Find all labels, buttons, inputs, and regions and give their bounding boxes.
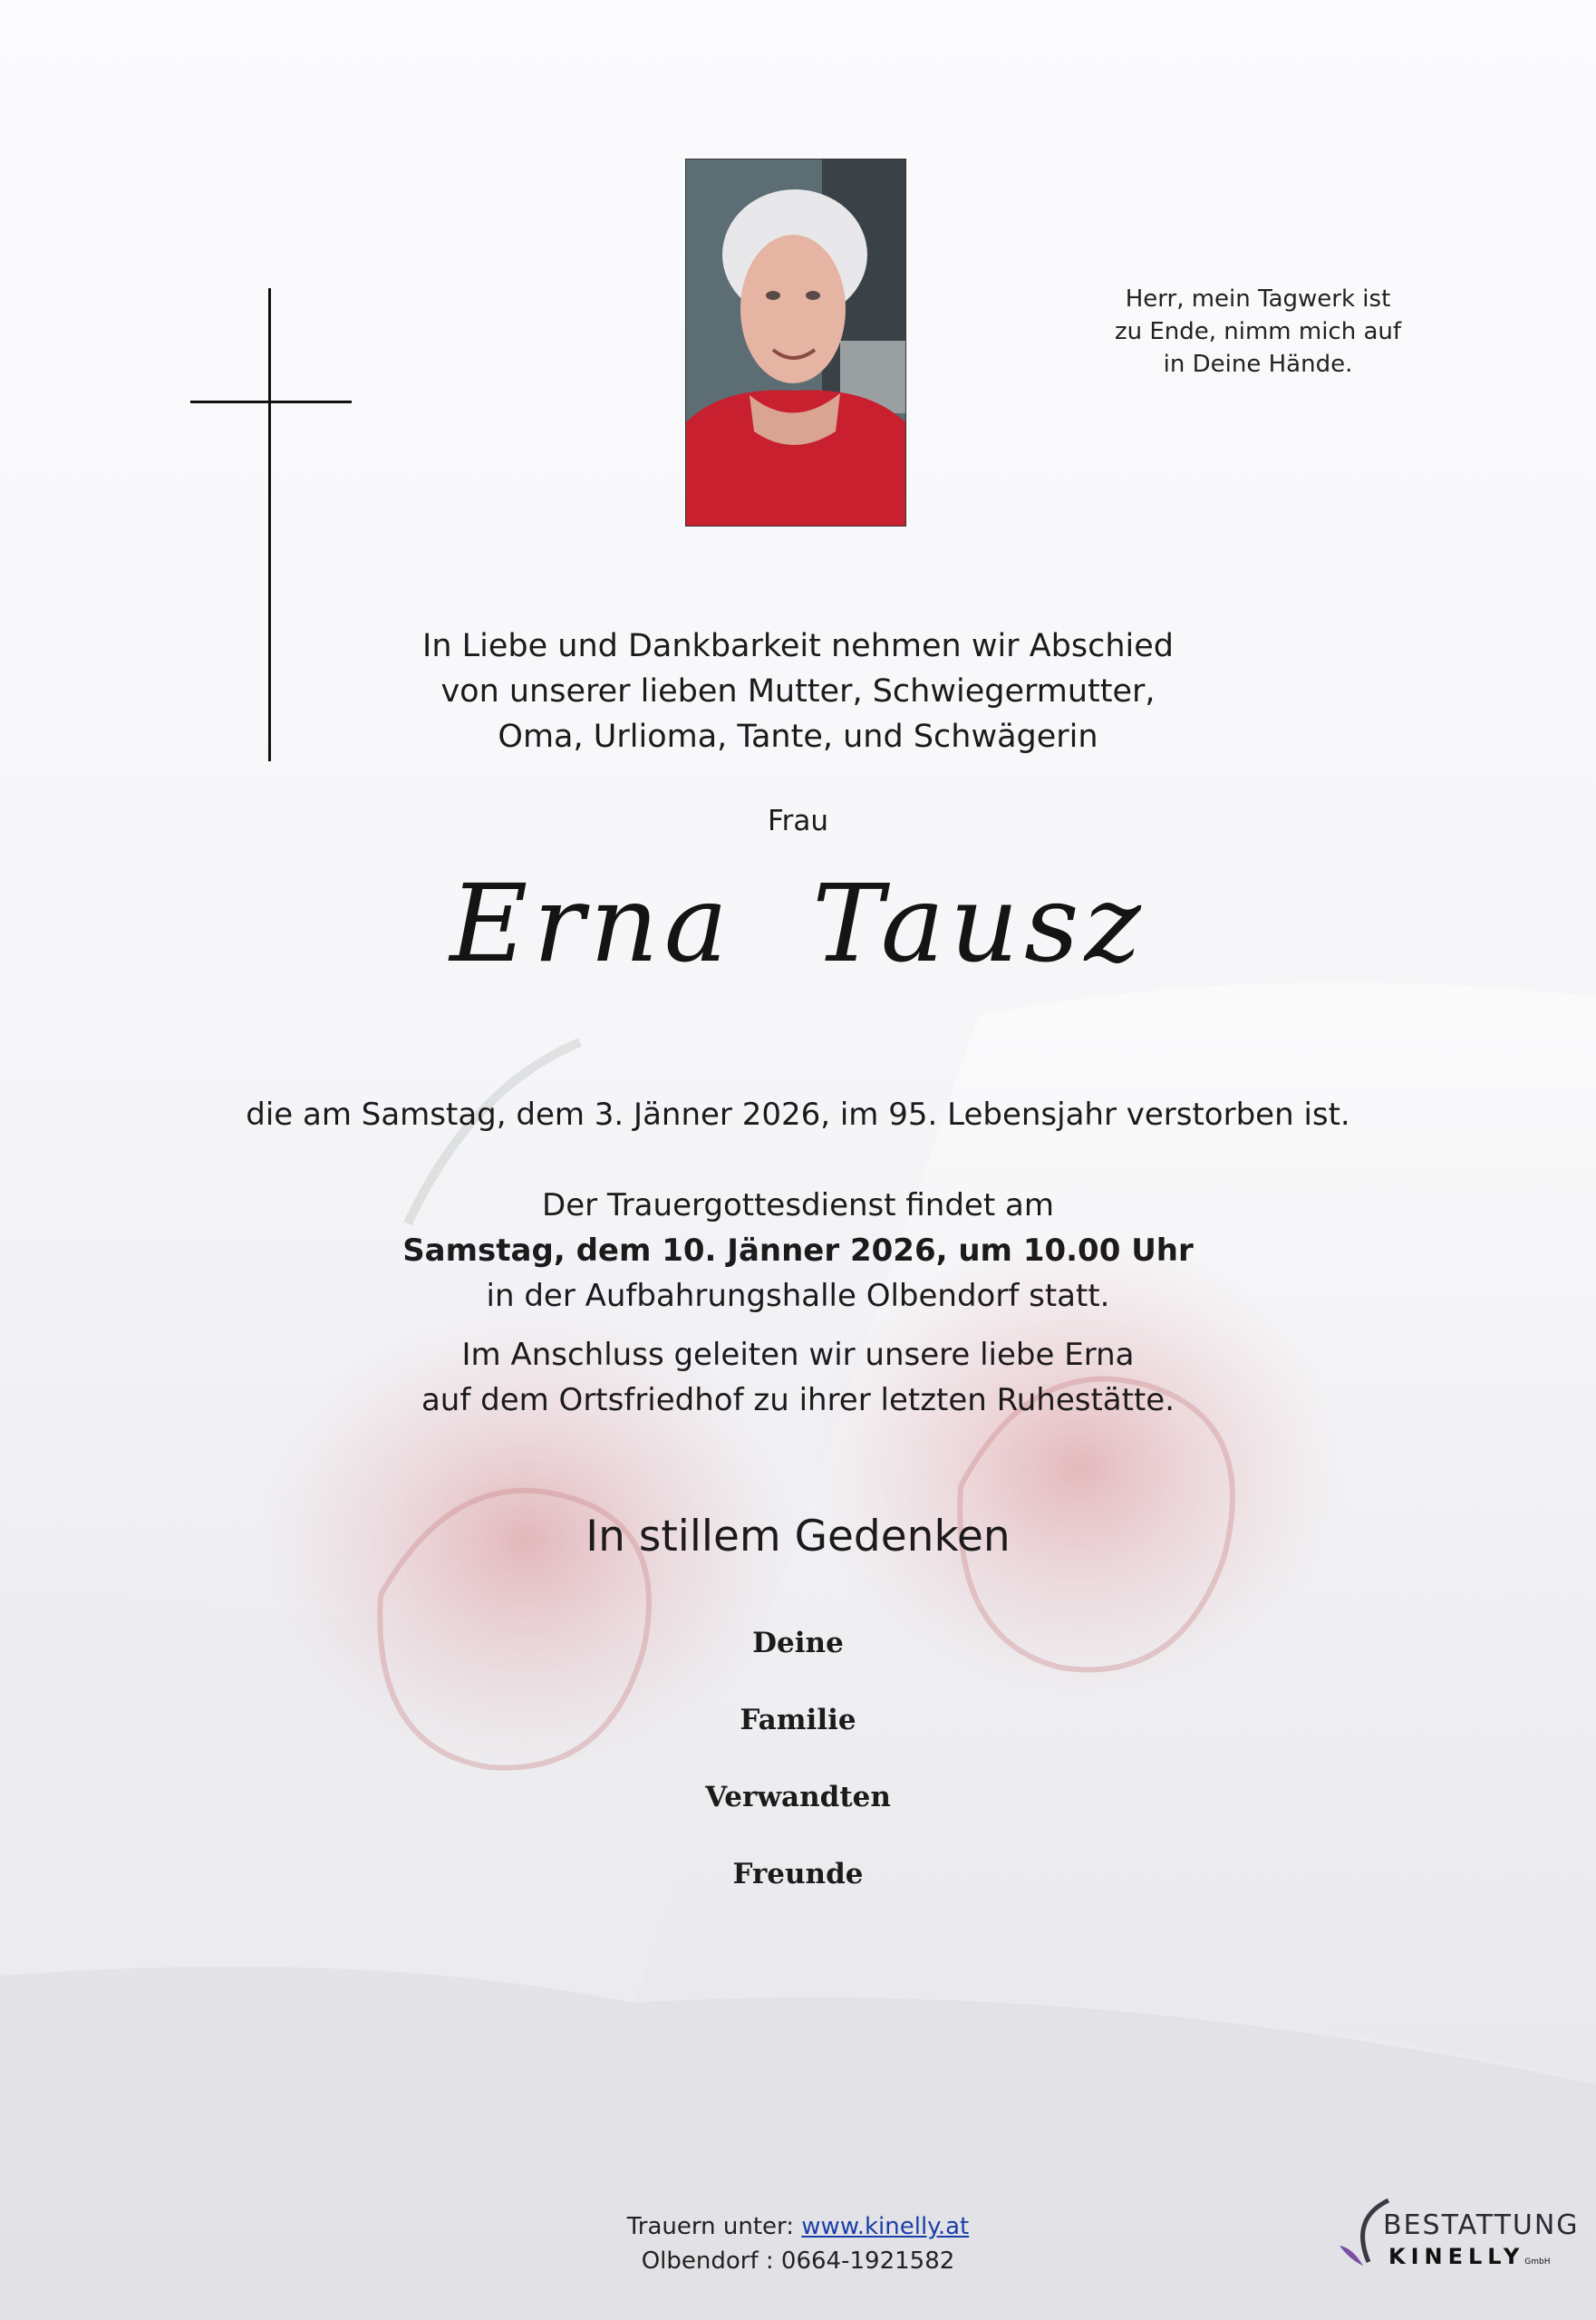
title-frau: Frau — [768, 805, 828, 837]
quote-text — [1104, 283, 1412, 381]
logo-suffix: GmbH — [1524, 2257, 1551, 2267]
mourner-verwandten: Verwandten — [705, 1781, 891, 1813]
death-notice: die am Samstag, dem 3. Jänner 2026, im 95. Lebensjahr verstorben ist. — [246, 1097, 1350, 1133]
logo-text-bottom — [1388, 2244, 1550, 2269]
quote-line: zu Ende, nimm mich auf — [1114, 318, 1402, 345]
funeral-home-logo — [1332, 2191, 1580, 2282]
mourner-familie: Familie — [740, 1704, 856, 1736]
service-location: in der Aufbahrungshalle Olbendorf statt. — [486, 1278, 1110, 1314]
service-line: Der Trauergottesdienst findet am — [542, 1187, 1054, 1223]
burial-line: auf dem Ortsfriedhof zu ihrer letzten Ruhestätte. — [421, 1382, 1175, 1418]
intro-line: In Liebe und Dankbarkeit nehmen wir Abschied — [422, 628, 1174, 664]
service-datetime: Samstag, dem 10. Jänner 2026, um 10.00 Uhr — [402, 1232, 1194, 1269]
memory-heading: In stillem Gedenken — [585, 1512, 1011, 1561]
deceased-name: Erna Tausz — [450, 861, 1146, 986]
mourner-deine: Deine — [752, 1627, 844, 1659]
mourner-freunde: Freunde — [732, 1858, 864, 1890]
intro-line: von unserer lieben Mutter, Schwiegermutter, — [440, 673, 1156, 710]
quote-line: in Deine Hände. — [1163, 351, 1353, 378]
service-info — [0, 1183, 1596, 1319]
footer-phone: Olbendorf : 0664-1921582 — [641, 2248, 955, 2275]
burial-line: Im Anschluss geleiten wir unsere liebe Erna — [461, 1337, 1135, 1373]
portrait-photo — [685, 159, 906, 527]
website-link[interactable]: www.kinelly.at — [801, 2213, 970, 2240]
logo-text-top: BESTATTUNG — [1383, 2209, 1580, 2241]
quote-line: Herr, mein Tagwerk ist — [1125, 285, 1391, 313]
intro-line: Oma, Urlioma, Tante, und Schwägerin — [498, 719, 1098, 755]
cross-horizontal-bar — [190, 401, 352, 403]
logo-name: KINELLY — [1388, 2244, 1525, 2269]
burial-info — [0, 1332, 1596, 1423]
footer-prefix: Trauern unter: — [626, 2213, 802, 2240]
intro-text — [0, 624, 1596, 759]
